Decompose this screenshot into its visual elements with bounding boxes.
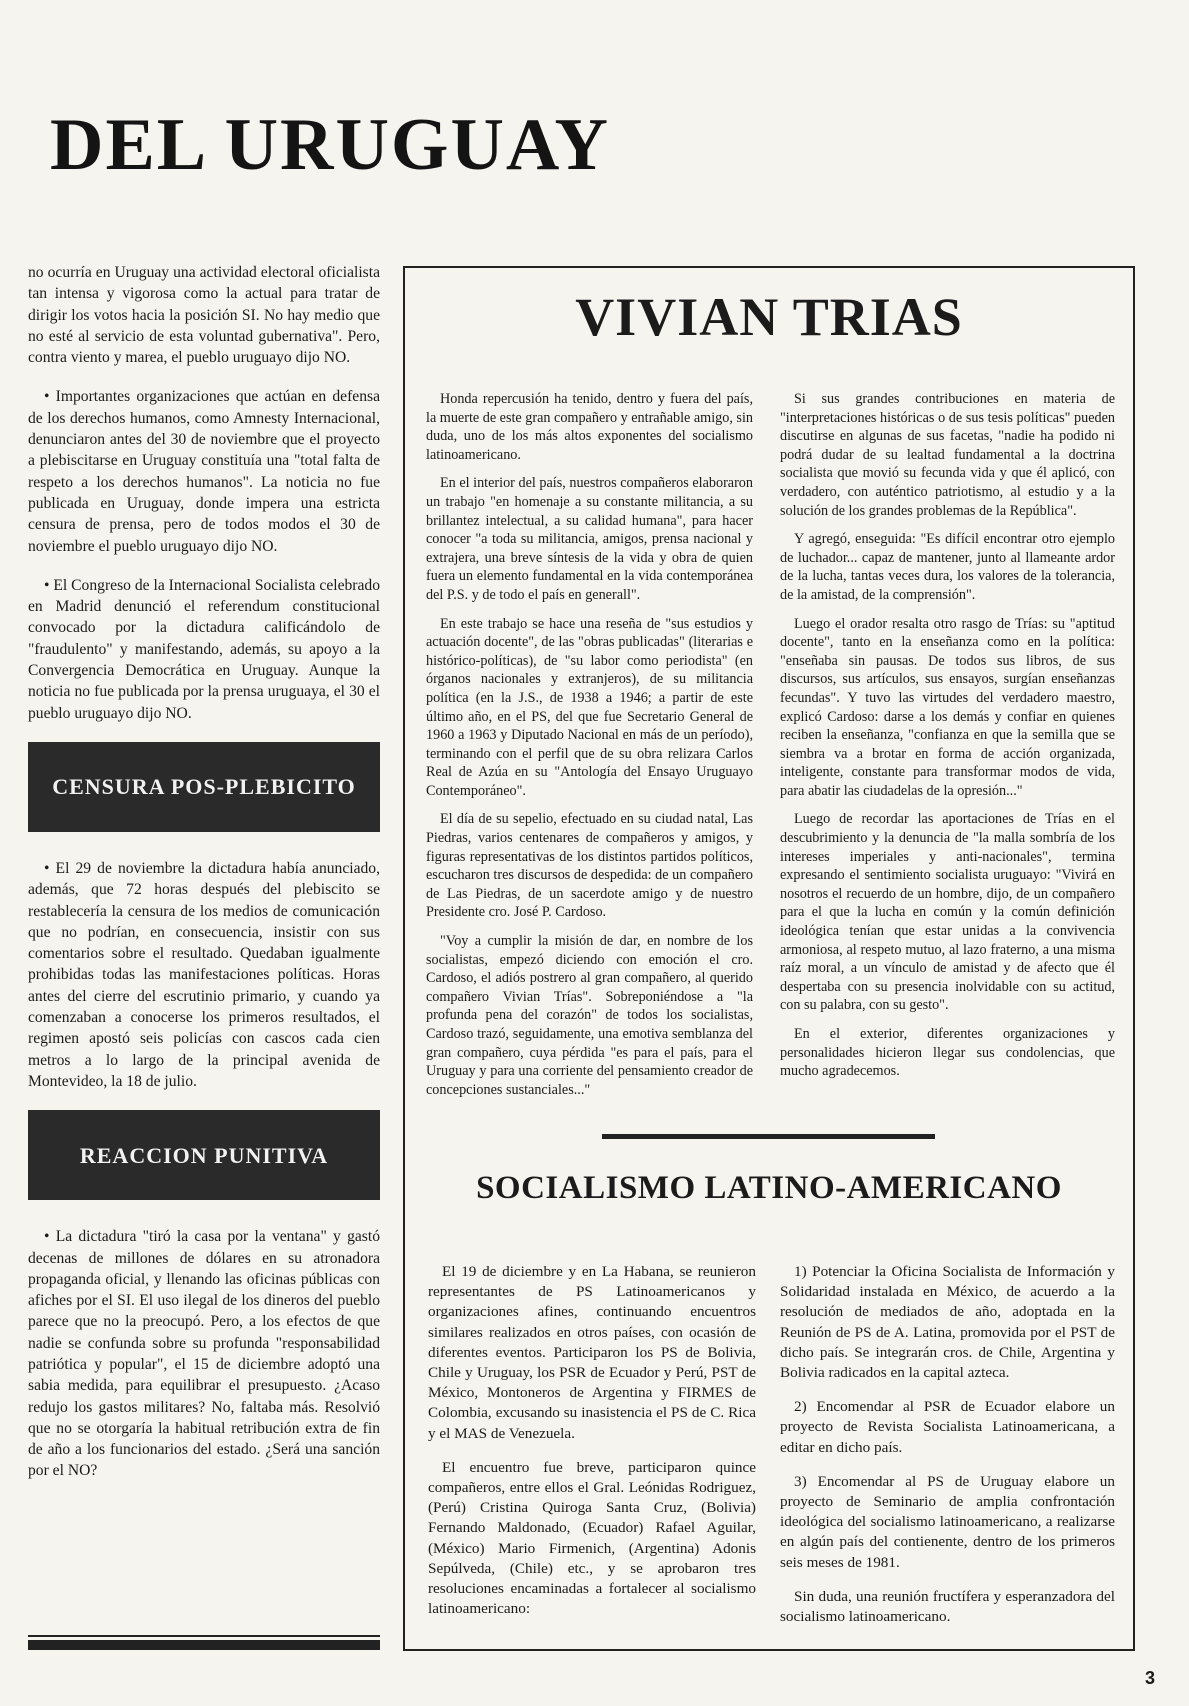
left-column xyxy=(28,262,380,1500)
masthead-title: DEL URUGUAY xyxy=(50,104,610,186)
socialismo-title: SOCIALISMO LATINO-AMERICANO xyxy=(476,1170,1062,1206)
trias-paragraph: Luego el orador resalta otro rasgo de Trías: su "aptitud docente", tanto en la enseñanza como en la política: "enseñaba sin pausas. De todos sus libros, de sus discursos, sus artículos, sus ensayos, surgían enseñanzas fecundas". Y tuvo las virtudes del verdadero maestro, explicó Cardoso: darse a los demás y confiar en quienes reciben la enseñanza, "confianza en que la semilla que se siembra va a brotar en forma de acción organizada, inteligente, constante para transformar modos de vida, para abatir las ciudadelas de la opresión..." xyxy=(780,615,1115,799)
left-paragraph-5: • La dictadura "tiró la casa por la ventana" y gastó decenas de millones de dólares en su atronadora propaganda oficial, y llenando las oficinas públicas con afiches por el SI. El uso ilegal de los dineros del pueblo parece que no la preocupó. Pero, a los efectos de que nadie se confunda sobre su profunda "responsabilidad patriótica y popular", el 15 de diciembre adoptó una sabia medida, para equilibrar el presupuesto. ¿Acaso redujo los gastos militares? No, faltaba más. Resolvió que no se otorgaría la habitual retribución extra de fin de año a los funcionarios del estado. ¿Será una sanción por el NO? xyxy=(28,1228,380,1480)
socialismo-column-1 xyxy=(428,1262,756,1633)
section-divider xyxy=(602,1134,935,1139)
left-paragraph-3: • El Congreso de la Internacional Socialista celebrado en Madrid denunció el referendum constitucional convocado por la dictadura calificándolo de "fraudulento" y manifestando, además, su apoyo a la Convergencia Democrática en Uruguay. Aunque la noticia no fue publicada por la prensa uruguaya, el 30 el pueblo uruguayo dijo NO. xyxy=(28,576,380,722)
socialismo-paragraph: Sin duda, una reunión fructífera y esperanzadora del socialismo latinoamericano. xyxy=(780,1587,1115,1626)
trias-paragraph: El día de su sepelio, efectuado en su ciudad natal, Las Piedras, varios centenares de compañeros y amigos, y figuras representativas de los distintos partidos políticos, escucharon tres discursos de despedida: de un compañero de Las Piedras, de un sacerdote amigo y de nuestro Presidente cro. José P. Cardoso. xyxy=(426,811,753,921)
trias-title: VIVIAN TRIAS xyxy=(575,287,963,347)
section-heading-reaccion: REACCION PUNITIVA xyxy=(28,1110,380,1200)
socialismo-paragraph: 3) Encomendar al PS de Uruguay elabore un proyecto de Seminario de amplia confrontación ideológica del socialismo latinoamericano, a realizarse en algún país del contienente, dentro de los primeros seis meses de 1981. xyxy=(780,1472,1115,1571)
socialismo-column-2 xyxy=(780,1262,1115,1641)
trias-paragraph: Si sus grandes contribuciones en materia de "interpretaciones históricas o de sus tesis políticas" pueden discutirse en algunas de sus facetas, "nadie ha podido ni podrá dudar de su lealtad fundamental a la doctrina socialista que movió su fecunda vida y que él aplicó, con verdadero, con auténtico patriotismo, al estudio y a la solución de los grandes problemas de la República". xyxy=(780,391,1115,519)
page-number: 3 xyxy=(1144,1668,1155,1688)
left-paragraph-4: • El 29 de noviembre la dictadura había anunciado, además, que 72 horas después del plebiscito se restablecería la censura de los medios de comunicación que no podrían, en consecuencia, insistir con sus comentarios sobre el resultado. Quedaban igualmente prohibidas todas las manifestaciones políticas. Horas antes del cierre del escrutinio primario, y cuando ya comenzaban a conocerse los primeros resultados, el regimen apostó seis policías con cascos cada cien metros a lo largo de la principal avenida de Montevideo, la 18 de julio. xyxy=(28,859,380,1090)
trias-paragraph: En el interior del país, nuestros compañeros elaboraron un trabajo "en homenaje a su constante militancia, a su brillantez intelectual, a su calidad humana", para hacer conocer "a toda su militancia, amigos, prensa nacional y extrajera, una breve síntesis de la vida y obra de quien fuera un elemento fundamental en la vida contemporánea del P.S. y de todo el país en generall". xyxy=(426,475,753,603)
trias-column-2 xyxy=(780,390,1115,1091)
trias-paragraph: Honda repercusión ha tenido, dentro y fuera del país, la muerte de este gran compañero y entrañable amigo, sin duda, uno de los más altos exponentes del socialismo latinoamericano. xyxy=(426,391,753,463)
trias-column-1 xyxy=(426,390,753,1109)
section-heading-censura: CENSURA POS-PLEBICITO xyxy=(28,742,380,832)
trias-paragraph: Luego de recordar las aportaciones de Trías en el descubrimiento y la denuncia de "la malla sombría de los intereses imperiales y anti-nacionales", termina expresando el sentimiento socialista uruguayo: "Vivirá en nosotros el recuerdo de un hombre, dijo, de un compañero para el que la lucha en común y la común definición ideológica tenían que estar unidas a la convivencia armoniosa, al respeto mutuo, al lazo fraterno, a una misma raíz moral, a un vínculo de amistad y de afecto que él despertaba con su presencia inolvidable con su actitud, con su palabra, con su gesto". xyxy=(780,811,1115,1014)
socialismo-paragraph: 2) Encomendar al PSR de Ecuador elabore un proyecto de Revista Socialista Latinoamericana, a editar en dicho país. xyxy=(780,1398,1115,1456)
left-paragraph-2: • Importantes organizaciones que actúan en defensa de los derechos humanos, como Amnesty Internacional, denunciaron antes del 30 de noviembre que el proyecto a plebiscitarse en Uruguay constituía una "total falta de respeto a los derechos humanos". La noticia no fue publicada en Uruguay, donde impera una estricta censura de prensa, pero de todos modos el 30 de noviembre el pueblo uruguayo dijo NO. xyxy=(28,388,380,555)
trias-paragraph: En este trabajo se hace una reseña de "sus estudios y actuación docente", de las "obras publicadas" (literarias e histórico-políticas), de "su labor como periodista" (en órganos nacionales y extranjeros), de su militancia política (en la J.S., de 1938 a 1946; a partir de este último año, en el PS, del que fue Secretario General de 1960 a 1963 y Diputado Nacional en más de un período), terminando con el perfil que de su obra relizara Carlos Real de Azúa en su "Antología del Ensayo Uruguayo Contemporáneo". xyxy=(426,615,753,799)
socialismo-paragraph: 1) Potenciar la Oficina Socialista de Información y Solidaridad instalada en México, de acuerdo a la resolución de mediados de año, adoptada en la Reunión de PS de A. Latina, promovida por el PST de dicho país. Se integrarán cros. de Chile, Argentina y Bolivia radicados en la capital azteca. xyxy=(780,1263,1115,1382)
socialismo-paragraph: El 19 de diciembre y en La Habana, se reunieron representantes de PS Latinoamericanos y organizaciones afines, continuando encuentros similares realizados en otros países, con ocasión de diferentes eventos. Participaron los PS de Bolivia, Chile y Uruguay, los PSR de Ecuador y Perú, PST de México, Montoneros de Argentina y FIRMES de Colombia, excusando su inasistencia el PS de C. Rica y el MAS de Venezuela. xyxy=(428,1263,756,1442)
left-paragraph-1: no ocurría en Uruguay una actividad electoral oficialista tan intensa y vigorosa como la actual para tratar de dirigir los votos hacia la posición SI. No hay medio que no esté al servicio de esta voluntad gubernativa". Pero, contra viento y marea, el pueblo uruguayo dijo NO. xyxy=(28,264,380,367)
left-bottom-rule xyxy=(28,1635,380,1650)
trias-paragraph: En el exterior, diferentes organizaciones y personalidades hicieron llegar sus condolencias, que mucho agradecemos. xyxy=(780,1026,1115,1080)
socialismo-paragraph: El encuentro fue breve, participaron quince compañeros, entre ellos el Gral. Leónidas Rodriguez, (Perú) Cristina Quiroga Santa Cruz, (Bolivia) Fernando Maldonado, (Ecuador) Rafael Aguilar, (México) Mario Firmenich, (Argentina) Adonis Sepúlveda, (Chile) etc., y se aprobaron tres resoluciones encaminadas a fortalecer al socialismo latinoamericano: xyxy=(428,1458,756,1618)
trias-paragraph: Y agregó, enseguida: "Es difícil encontrar otro ejemplo de luchador... capaz de mantener, junto al llameante ardor de la lucha, tantas veces dura, los valores de la tolerancia, de la amistad, de la comprensión". xyxy=(780,531,1115,603)
trias-paragraph: "Voy a cumplir la misión de dar, en nombre de los socialistas, empezó diciendo con emoción el cro. Cardoso, el adiós postrero al gran compañero, al querido compañero Vivian Trías". Sobreponiéndose a "la profunda pena del corazón" de todos los socialistas, Cardoso trazó, seguidamente, una emotiva semblanza del gran compañero, cuya pérdida "es para el país, para el Uruguay y para una corriente del pensamiento creador de concepciones sustanciales..." xyxy=(426,933,753,1098)
